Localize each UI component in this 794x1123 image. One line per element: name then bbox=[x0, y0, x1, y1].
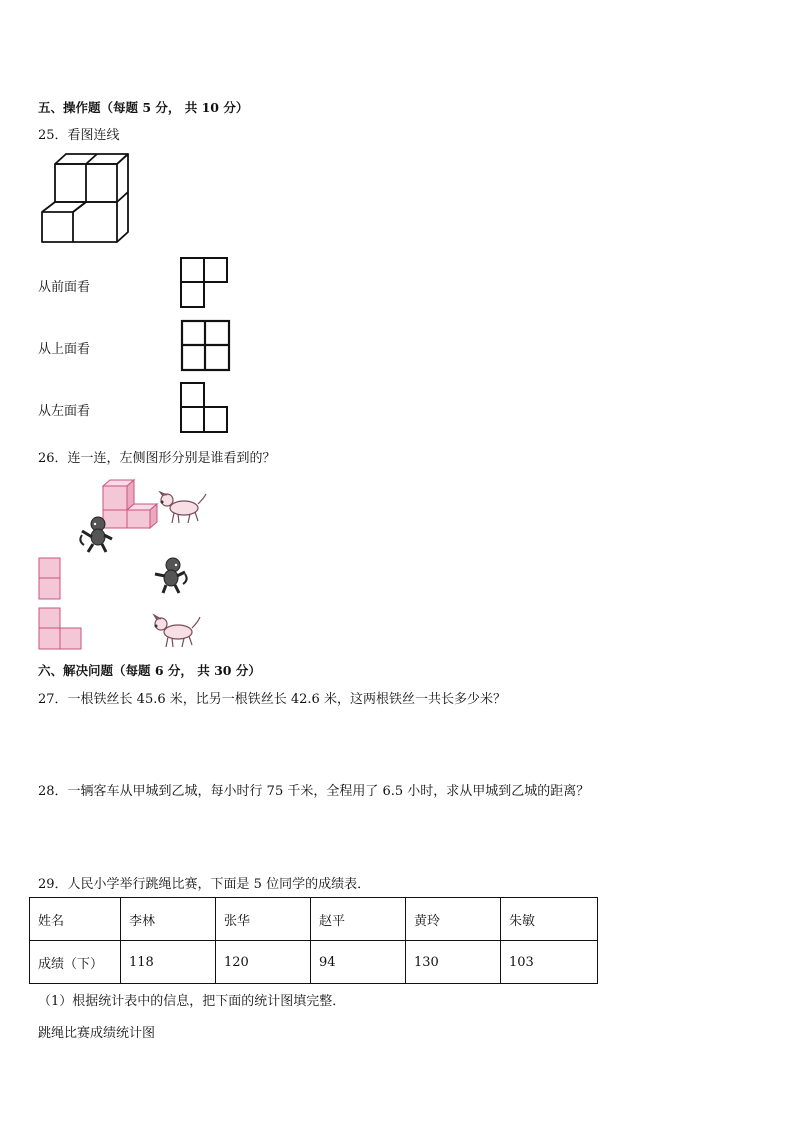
table-row bbox=[30, 898, 598, 941]
section-6-title: 六、解决问题（每题 6 分， 共 30 分） bbox=[38, 663, 261, 678]
question-29-text: 29．人民小学举行跳绳比赛，下面是 5 位同学的成绩表． bbox=[38, 877, 371, 892]
table-cell: 130 bbox=[406, 941, 501, 984]
view-shape-1[interactable] bbox=[180, 257, 230, 309]
question-29-sub1: （1）根据统计表中的信息，把下面的统计图填完整． bbox=[38, 994, 346, 1009]
question-25-title: 25．看图连线 bbox=[38, 128, 120, 143]
dog-icon[interactable] bbox=[151, 612, 203, 650]
pink-view-shape-1[interactable] bbox=[38, 557, 62, 601]
table-header-cell: 姓名 bbox=[30, 898, 121, 941]
monkey-icon[interactable] bbox=[151, 556, 189, 594]
dog-icon bbox=[158, 490, 208, 526]
question-27-text: 27．一根铁丝长 45.6 米，比另一根铁丝长 42.6 米，这两根铁丝一共长多少米？ bbox=[38, 692, 506, 707]
table-cell: 118 bbox=[121, 941, 216, 984]
table-cell: 成绩（下） bbox=[30, 941, 121, 984]
view-shape-3[interactable] bbox=[180, 382, 230, 434]
view-shape-2[interactable] bbox=[181, 320, 231, 372]
table-cell: 120 bbox=[216, 941, 311, 984]
view-label-front: 从前面看 bbox=[38, 280, 91, 295]
table-header-cell: 赵平 bbox=[311, 898, 406, 941]
question-26-title: 26．连一连，左侧图形分别是谁看到的？ bbox=[38, 451, 276, 466]
table-cell: 94 bbox=[311, 941, 406, 984]
cube-figure-3d bbox=[38, 150, 133, 250]
view-label-left: 从左面看 bbox=[38, 404, 91, 419]
table-header-cell: 朱敏 bbox=[501, 898, 598, 941]
score-table bbox=[29, 897, 598, 984]
chart-title: 跳绳比赛成绩统计图 bbox=[38, 1026, 156, 1041]
section-5-title: 五、操作题（每题 5 分， 共 10 分） bbox=[38, 100, 249, 115]
table-header-cell: 张华 bbox=[216, 898, 311, 941]
pink-view-shape-2[interactable] bbox=[38, 607, 84, 651]
table-header-cell: 黄玲 bbox=[406, 898, 501, 941]
question-28-text: 28．一辆客车从甲城到乙城，每小时行 75 千米，全程用了 6.5 小时，求从甲城到乙城的距离？ bbox=[38, 784, 590, 799]
table-header-cell: 李林 bbox=[121, 898, 216, 941]
table-row bbox=[30, 941, 598, 984]
view-label-top: 从上面看 bbox=[38, 342, 91, 357]
monkey-icon bbox=[78, 515, 116, 553]
table-cell: 103 bbox=[501, 941, 598, 984]
